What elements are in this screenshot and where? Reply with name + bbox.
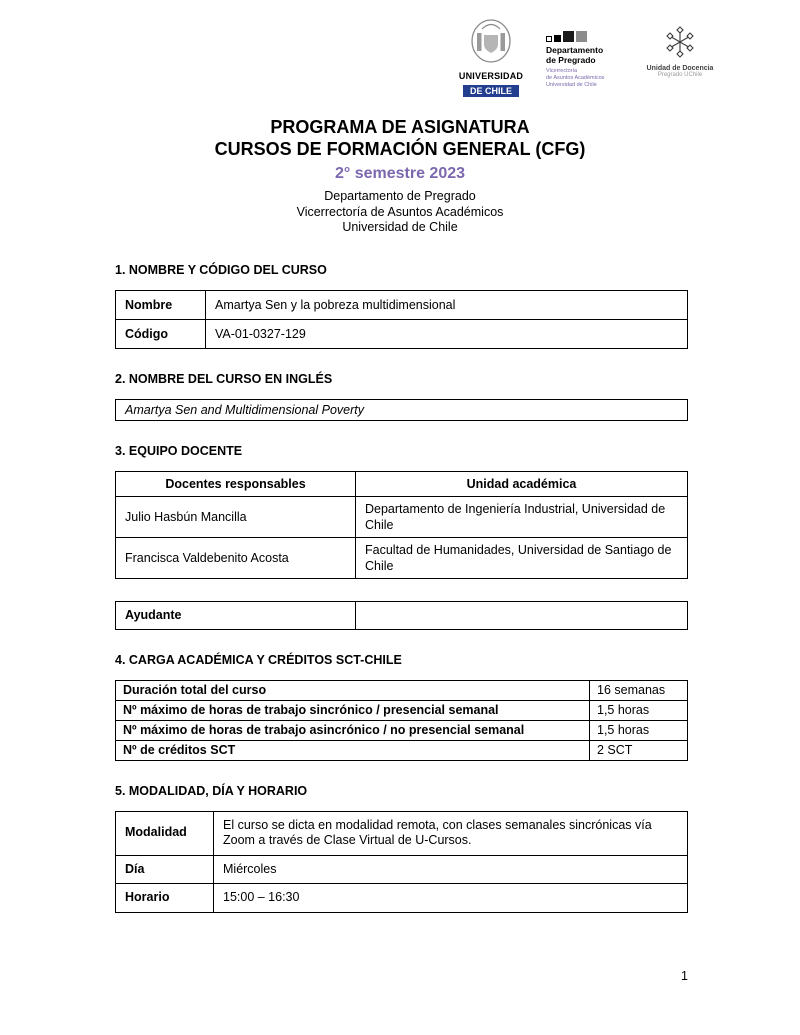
assistant-table	[115, 601, 688, 630]
header-logos	[452, 18, 800, 98]
document-content	[115, 263, 688, 913]
document-title-line1: PROGRAMA DE ASIGNATURA	[270, 117, 530, 137]
row-label: Horario	[116, 884, 214, 913]
uchile-logo-badge: DE CHILE	[463, 85, 519, 97]
header-subline-vice: Vicerrectoría de Asuntos Académicos	[296, 204, 504, 219]
row-label: Nº de créditos SCT	[116, 740, 590, 760]
row-value: 15:00 – 16:30	[214, 884, 688, 913]
table-row	[116, 720, 688, 740]
pregrado-logo-sub-3: Universidad de Chile	[546, 82, 597, 89]
table-row	[116, 290, 688, 319]
section-5-heading: 5. MODALIDAD, DÍA Y HORARIO	[115, 783, 308, 798]
pregrado-logo-title-2: de Pregrado	[546, 54, 596, 65]
table-row	[116, 855, 688, 884]
section-3-heading: 3. EQUIPO DOCENTE	[115, 443, 243, 458]
table-row	[116, 740, 688, 760]
course-name-code-table	[115, 290, 688, 349]
docencia-logo-title: Unidad de Docencia	[646, 65, 714, 72]
header-subline-univ: Universidad de Chile	[342, 220, 458, 234]
teacher-unit: Facultad de Humanidades, Universidad de Santiago de Chile	[356, 537, 688, 578]
row-label: Código	[116, 319, 206, 348]
row-label: Nº máximo de horas de trabajo asincrónico / no presencial semanal	[116, 720, 590, 740]
row-label: Día	[116, 855, 214, 884]
table-row	[116, 680, 688, 700]
docencia-logo	[644, 18, 716, 78]
section-4-heading: 4. CARGA ACADÉMICA Y CRÉDITOS SCT-CHILE	[115, 652, 402, 667]
table-row	[116, 601, 688, 629]
column-header: Docentes responsables	[116, 471, 356, 496]
docencia-snowflake-icon	[664, 45, 696, 62]
row-label: Nombre	[116, 290, 206, 319]
english-course-name: Amartya Sen and Multidimensional Poverty	[116, 399, 688, 420]
document-title-line2: CURSOS DE FORMACIÓN GENERAL (CFG)	[214, 139, 586, 159]
uchile-crest-icon	[469, 51, 513, 68]
english-name-table	[115, 399, 688, 421]
uchile-logo	[452, 18, 530, 99]
table-row	[116, 884, 688, 913]
row-label: Duración total del curso	[116, 680, 590, 700]
table-header-row	[116, 471, 688, 496]
teacher-name: Francisca Valdebenito Acosta	[116, 537, 356, 578]
row-value: 2 SCT	[590, 740, 688, 760]
teacher-unit: Departamento de Ingeniería Industrial, Universidad de Chile	[356, 496, 688, 537]
teacher-name: Julio Hasbún Mancilla	[116, 496, 356, 537]
column-header: Unidad académica	[356, 471, 688, 496]
table-row	[116, 399, 688, 420]
row-value: 1,5 horas	[590, 700, 688, 720]
row-label: Nº máximo de horas de trabajo sincrónico / presencial semanal	[116, 700, 590, 720]
row-label: Ayudante	[116, 601, 356, 629]
row-value: Amartya Sen y la pobreza multidimensional	[206, 290, 688, 319]
pregrado-logo-sub-1: Vicerrectoría	[546, 67, 578, 74]
header-subline-dept: Departamento de Pregrado	[324, 189, 476, 203]
row-value: El curso se dicta en modalidad remota, con clases semanales sincrónicas vía Zoom a través de Clase Virtual de U-Cursos.	[214, 811, 688, 855]
page-number: 1	[681, 969, 688, 983]
table-row	[116, 319, 688, 348]
table-row	[116, 811, 688, 855]
section-2-heading: 2. NOMBRE DEL CURSO EN INGLÉS	[115, 371, 333, 386]
uchile-logo-name: UNIVERSIDAD	[458, 71, 524, 81]
table-row	[116, 496, 688, 537]
table-row	[116, 537, 688, 578]
row-value: Miércoles	[214, 855, 688, 884]
row-label: Modalidad	[116, 811, 214, 855]
section-1-heading: 1. NOMBRE Y CÓDIGO DEL CURSO	[115, 262, 327, 277]
docencia-logo-sub: Pregrado UChile	[657, 72, 703, 78]
credits-table	[115, 680, 688, 761]
teaching-team-table	[115, 471, 688, 579]
semester-subtitle: 2° semestre 2023	[334, 165, 466, 182]
row-value: 1,5 horas	[590, 720, 688, 740]
assistant-value	[356, 601, 688, 629]
schedule-table	[115, 811, 688, 913]
row-value: VA-01-0327-129	[206, 319, 688, 348]
row-value: 16 semanas	[590, 680, 688, 700]
table-row	[116, 700, 688, 720]
pregrado-logo	[546, 18, 628, 90]
title-block	[0, 116, 800, 236]
pregrado-logo-sub-2: de Asuntos Académicos	[546, 74, 605, 81]
pregrado-logo-title-1: Departamento	[546, 45, 604, 55]
pregrado-squares-icon	[546, 31, 628, 42]
